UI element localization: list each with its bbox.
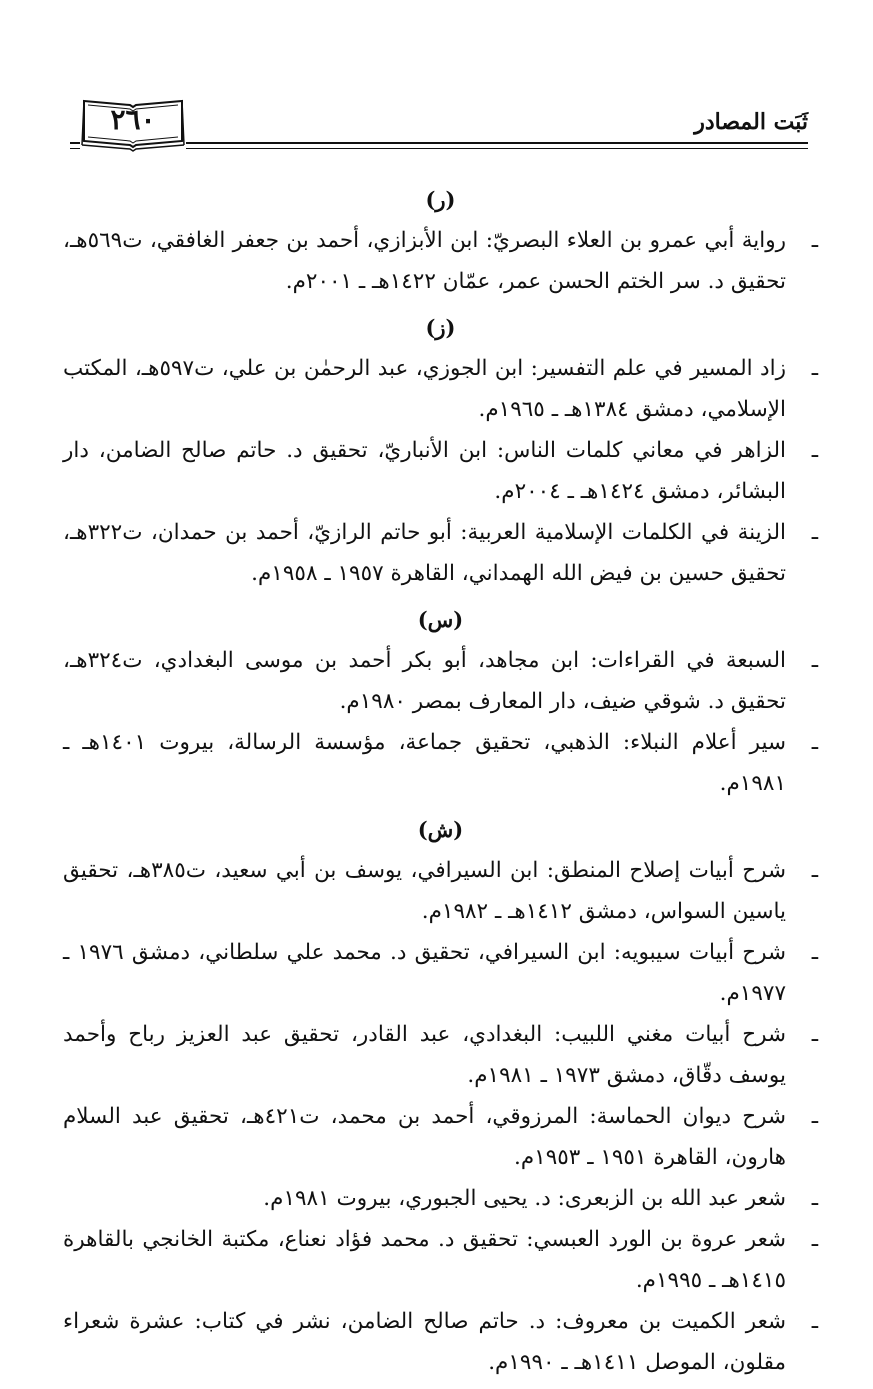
entry-dash: ـ (811, 730, 818, 755)
entry-dash: ـ (811, 438, 818, 463)
bibliography-entry: ـ سير أعلام النبلاء: الذهبي، تحقيق جماعة، مؤسسة الرسالة، بيروت ١٤٠١هـ ـ ١٩٨١م. (63, 722, 818, 804)
bibliography-entry: ـ شرح أبيات إصلاح المنطق: ابن السيرافي، يوسف بن أبي سعيد، ت٣٨٥هـ، تحقيق ياسين السواس، دمشق ١٤١٢هـ ـ ١٩٨٢م. (63, 850, 818, 932)
bibliography-entry: ـ شرح أبيات سيبويه: ابن السيرافي، تحقيق د. محمد علي سلطاني، دمشق ١٩٧٦ ـ ١٩٧٧م. (63, 932, 818, 1014)
entry-dash: ـ (811, 1104, 818, 1129)
section-sin (63, 600, 818, 804)
bibliography-entry: ـ زاد المسير في علم التفسير: ابن الجوزي، عبد الرحمٰن بن علي، ت٥٩٧هـ، المكتب الإسلامي، دمشق ١٣٨٤هـ ـ ١٩٦٥م. (63, 348, 818, 430)
bibliography-entry: ـ السبعة في القراءات: ابن مجاهد، أبو بكر أحمد بن موسى البغدادي، ت٣٢٤هـ، تحقيق د. شوقي ضيف، دار المعارف بمصر ١٩٨٠م. (63, 640, 818, 722)
bibliography-entry: ـ شرح ديوان الحماسة: المرزوقي، أحمد بن محمد، ت٤٢١هـ، تحقيق عبد السلام هارون، القاهرة ١٩٥١ ـ ١٩٥٣م. (63, 1096, 818, 1178)
entry-dash: ـ (811, 1186, 818, 1211)
entry-dash: ـ (811, 1227, 818, 1252)
entry-dash: ـ (811, 1309, 818, 1334)
entry-dash: ـ (811, 1022, 818, 1047)
section-heading: (ش) (417, 817, 464, 842)
bibliography-entry: ـ رواية أبي عمرو بن العلاء البصريّ: ابن الأبزازي، أحمد بن جعفر الغافقي، ت٥٦٩هـ، تحقيق د. سر الختم الحسن عمر، عمّان ١٤٢٢هـ ـ ٢٠٠١م. (63, 220, 818, 302)
entry-dash: ـ (811, 940, 818, 965)
running-title: ثَبَت المصادر (694, 109, 808, 135)
section-heading: (ز) (425, 315, 456, 340)
page-header (70, 95, 808, 155)
entry-dash: ـ (811, 648, 818, 673)
bibliography-entry: ـ الزاهر في معاني كلمات الناس: ابن الأنباريّ، تحقيق د. حاتم صالح الضامن، دار البشائر، دمشق ١٤٢٤هـ ـ ٢٠٠٤م. (63, 430, 818, 512)
bibliography-entry: ـ شعر عبد الله بن الزبعرى: د. يحيى الجبوري، بيروت ١٩٨١م. (63, 1178, 818, 1219)
section-shin (63, 810, 818, 1383)
bibliography-list (63, 180, 818, 1389)
bibliography-entry: ـ شعر الكميت بن معروف: د. حاتم صالح الضامن، نشر في كتاب: عشرة شعراء مقلون، الموصل ١٤١١هـ ـ ١٩٩٠م. (63, 1301, 818, 1383)
entry-dash: ـ (811, 858, 818, 883)
bibliography-entry: ـ شعر عروة بن الورد العبسي: تحقيق د. محمد فؤاد نعناع، مكتبة الخانجي بالقاهرة ١٤١٥هـ ـ ١٩٩٥م. (63, 1219, 818, 1301)
section-zay (63, 308, 818, 594)
entry-dash: ـ (811, 228, 818, 253)
section-ra (63, 180, 818, 302)
page-number-badge (80, 95, 186, 153)
page-number: ٢٦٠ (110, 103, 156, 136)
entry-dash: ـ (811, 520, 818, 545)
bibliography-entry: ـ شرح أبيات مغني اللبيب: البغدادي، عبد القادر، تحقيق عبد العزيز رباح وأحمد يوسف دقّاق، دمشق ١٩٧٣ ـ ١٩٨١م. (63, 1014, 818, 1096)
bibliography-entry: ـ الزينة في الكلمات الإسلامية العربية: أبو حاتم الرازيّ، أحمد بن حمدان، ت٣٢٢هـ، تحقيق حسين بن فيض الله الهمداني، القاهرة ١٩٥٧ ـ ١٩٥٨م. (63, 512, 818, 594)
section-heading: (ر) (425, 187, 456, 212)
section-heading: (س) (417, 607, 464, 632)
entry-dash: ـ (811, 356, 818, 381)
